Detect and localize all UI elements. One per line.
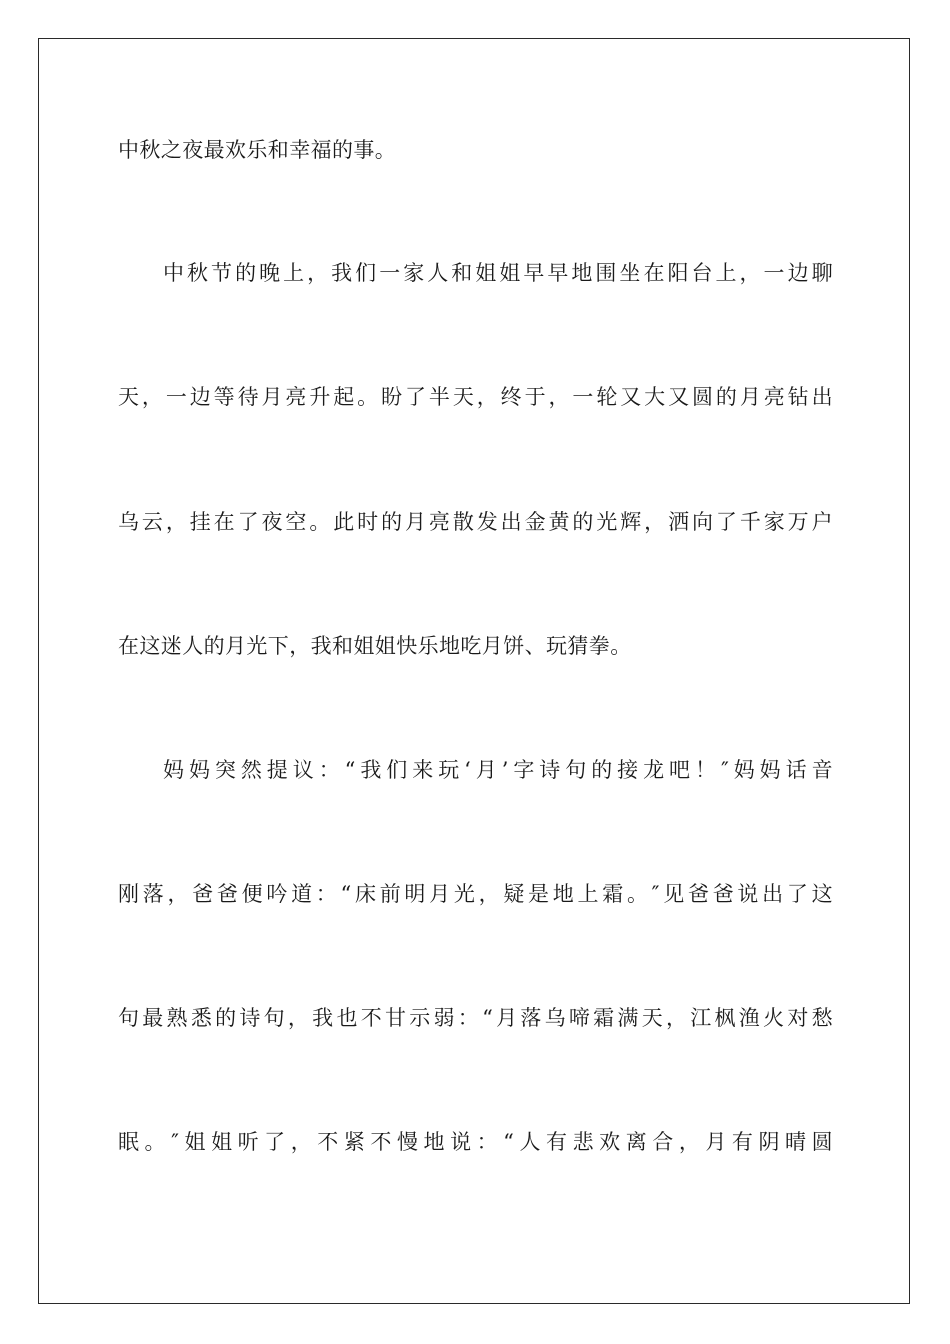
text-line-9: 眠。″姐姐听了，不紧不慢地说：“人有悲欢离合，月有阴晴圆 <box>118 1130 833 1154</box>
text-line-3: 天，一边等待月亮升起。盼了半天，终于，一轮又大又圆的月亮钻出 <box>118 385 833 409</box>
text-line-8: 句最熟悉的诗句，我也不甘示弱：“月落乌啼霜满天，江枫渔火对愁 <box>118 1006 833 1030</box>
text-line-1: 中秋之夜最欢乐和幸福的事。 <box>118 138 397 162</box>
text-line-7: 刚落，爸爸便吟道：“床前明月光，疑是地上霜。″见爸爸说出了这 <box>118 882 833 906</box>
page-border <box>38 38 910 1304</box>
text-line-5: 在这迷人的月光下，我和姐姐快乐地吃月饼、玩猜拳。 <box>118 634 632 658</box>
text-line-6: 妈妈突然提议：“我们来玩‘月’字诗句的接龙吧！″妈妈话音 <box>163 758 833 782</box>
text-line-4: 乌云，挂在了夜空。此时的月亮散发出金黄的光辉，洒向了千家万户 <box>118 510 833 534</box>
text-line-2: 中秋节的晚上，我们一家人和姐姐早早地围坐在阳台上，一边聊 <box>163 261 833 285</box>
